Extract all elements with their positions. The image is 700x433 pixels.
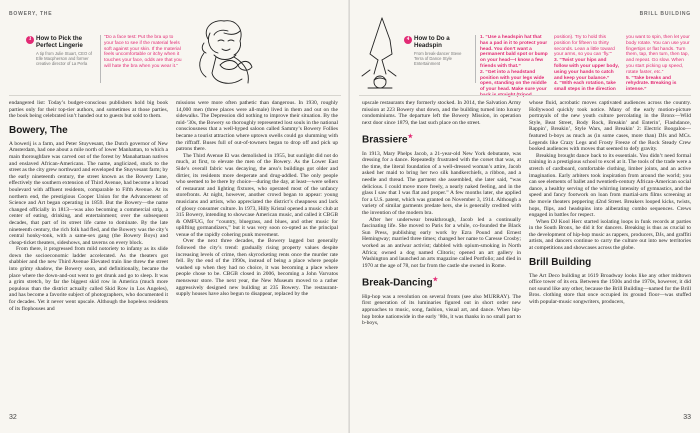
tip-quote: “Do a face test: Put the bra up to your face to see if the material feels soft against your skin. If the material feels uncomfortable or itchy when it touches your face, odds are that you will hate the bra when you wear it.” [104,35,182,69]
page-number-right: 33 [683,414,691,421]
body-column-2 [176,100,338,411]
paragraph: In 1913, Mary Phelps Jacob, a 21-year-old New York debutante, was dressing for a dance. Repeatedly frustrated with the corset that was, at the time, the literal foundation of a well-dressed woman’s attire, Jacob asked her maid to bring her two silk handkerchiefs, a ribbon, and a needle and thread. The garment she assembled, she later said, “was delicious. I could move more freely, a nearly naked feeling, and in the glass I saw that I was flat and proper.” A few months later, she applied for a U.S. patent, which was granted on November 3, 1914. Although a variety of similar garments predate hers, she is generally credited with the invention of the modern bra. [362,150,521,217]
page-number-left: 32 [9,414,17,421]
paragraph: Hip-hop was a revolution on several fronts (see also MURRAY). The first generation of its luminaries figured out in short order new approaches to music, song, fashion, visual art, and dance. When hip-hop broke nationwide in the early ’80s, it was thanks in no small part to b-boys, [362,293,521,327]
paragraph: whose fluid, acrobatic moves captivated audiences across the country. Hollywood quickly took notice. Many of the early motion-picture portrayals of the new youth culture percolating in the Bronx—Wild Style, Beat Street, Body Rock, Breakin’ and Enterin’, Flashdance, Rappin’, Breakin’, Style Wars, and Breakin’ 2: Electric Boogaloo—featured b-boys as much as (in some cases, more than) DJs and MCs. Legends like Crazy Legs and Frosty Freeze of the Rock Steady Crew booked audiences with moves that seemed to defy gravity. [529,100,691,153]
woman-with-bra-illustration [184,13,264,93]
tip-attribution: A tip from Julie Stuart, CEO of Elle Macpherson and former creative director of La Perla [36,51,92,67]
section-heading-text: Brassiere [362,134,408,146]
tip-step: 1. “Use a headspin hat that has a pad in it to protect your head. You don’t want a permanent bald spot or bump on your head—I know a few friends with that.” [480,35,548,69]
section-heading-text: Break-Dancing [362,277,433,289]
paragraph: upscale restaurants they formerly stocked. In 2014, the Salvation Army mission at 223 Bowery shut down, and the building turned into luxury condominiums. The departure left the Bowery Mission, in operation next door since 1879, the last such place on the street. [362,100,521,126]
paragraph: The Third Avenue El was demolished in 1955, but sunlight did not do much, at first, to elevate the men of the Bowery. As the Lower East Side’s overall fabric was decaying, the area’s buildings got older and dirtier, its residents more desperate and drug-addled. The only people who seemed to be there by choice—during the day, at least—were sellers of restaurant and lighting fixtures, who operated most of the unfancy storefronts. At night, however, another crowd began to appear: young musicians and artists, who appreciated the district’s cheapness and lack of glossy consumer culture. In 1973, Hilly Kristal opened a music club at 315 Bowery, intending to showcase American music, and called it CBGB & OMFUG, for “country, bluegrass, and blues, and other music for uplifting gormandizers,” but it was very soon co-opted as the principal venue of the rapidly cohering punk movement. [176,152,338,238]
paragraph: endangered list: Today’s budget-conscious publishers hold big book parties only for their top-tier authors, and sometimes at those parties, the book being celebrated isn’t handed out to guests but sold to them. [9,100,168,120]
tip-bottom-rule [359,95,691,96]
running-head-right: BRILL BUILDING [639,11,691,17]
tip-step: 3. “Twist your hips and follow with your upper body, using your hands to catch and keep your balance.” [554,58,619,81]
tip-number-badge: 3 [26,36,34,44]
paragraph: Breaking brought dance back to its essentials. You didn’t need formal training in a prestigious school to excel at it. The tools of the trade were a stretch of cardboard, comfortable clothing, limber joints, and an active imagination. Early arbiters took inspiration from around the world; you can see elements of ballet and twentieth-century African-American social dance, a healthy serving of the whirring intensity of gymnastics, and the speed and fancy footwork on loan from martial-arts films screening at the movie theaters peppering 42nd Street. Breakers looped kicks, twists, hops, flips, and headspins into aliberating combo sequences. Crews engaged in battles for respect. [529,152,691,219]
tip-bottom-rule [9,95,341,96]
paragraph: Over the next three decades, the Bowery lagged but generally followed the city’s trend: gradually rising property values despite increasing levels of crime, then skyrocketing rents once the murder rate fell. By the end of the 1990s, instead of being a place where people washed up when they had no choice, it was becoming a place where people chose to be. CBGB closed in 2006, becoming a John Varvatos menswear store. The next year, the New Museum moved to a rather aggressively designed new building at 235 Bowery. The restaurant-supply houses have also begun to disappear, replaced by the [176,238,338,298]
tip-divider [100,35,101,83]
tip-title: How to Do a Headspin [414,35,450,50]
section-heading-break-dancing [362,274,521,289]
paragraph: missions were more often pathetic than dangerous. In 1930, roughly 14,000 men (three places were all-male) lived in them and out on the sidewalks. The Depression did nothing to improve their situation. By the mid-’30s, the Bowery so thoroughly represented lost souls in the national consciousness that a well-hyped saloon called Sammy’s Bowery Follies became a tourist attraction where uptown swells could go slumming with the riffraff. Buses full of out-of-towners began to drop off and pick up patrons there. [176,100,338,153]
tip-steps-col-2 [554,35,620,93]
tip-step: 4. “With each rotation, take small steps in the direction [554,81,616,93]
running-head-left: BOWERY, THE [9,11,53,17]
tip-step: you want to spin, then let your body rotate. You can use your fingertips or flat hands. Turn them, tap, then turn, then tap, and repeat. Go slow. When you start picking up speed, rotate faster, etc.” [626,35,690,75]
section-heading-brassiere [362,131,521,146]
paragraph: A bowerij is a farm, and Peter Stuyvesant, the Dutch governor of New Amsterdam, had one about a mile north of lower Manhattan, to which a main thoroughfare was carved out of the forest by Manahattaan natives and enslaved African-Americans. The name, anglicized, stuck to the street as the city grew northward and enveloped the Stuyvesant farm; by the early nineteenth century, the street known as the Bowery Lane, effectively the southern extension of Third Avenue, had become a broad boulevard with affluent residents, comparable to Fifth Avenue. At its northern end, the prestigious Cooper Union for the Advancement of Science and Art began operating in 1859. But the Bowery—the name changed officially in 1813—was also becoming a commercial strip, a center of eating, drinking, and entertainment; over the subsequent decades, that part of its street life came to dominate. By the late nineteenth century, the rich folk had fled, and the Bowery was the city’s central honky-tonk, with a same-sex gang (the Bowery Boys) and cheap-ticket theaters, sideshows, and taverns on every block. [9,140,168,246]
body-column-1 [362,100,521,411]
section-heading-brill-building: Brill Building [529,256,592,268]
tip-steps-col-3 [626,35,692,93]
tip-number-badge: 4 [404,36,412,44]
body-column-2 [529,100,691,411]
paragraph: From there, it progressed from mild notoriety to infamy as its slide down the socioeconomic ladder accelerated. As the theaters got shabbier and the new Third Avenue Elevated train line threw the street into grimy shadow, the Bowery soon, and definitionally, became the place where the down-and-out went to get drunk and go to sleep. It was a grim stretch, by far the biggest skid row in America (much more populous than the district actually called Skid Row in Los Angeles), and has become a favorite subject of photographers, who documented it for decades. Yet it never went upscale. Although the hopeless residents of its flophouses and [9,246,168,312]
paragraph: The Art Deco building at 1619 Broadway looks like any other midtown office tower of its era. Between the 1930s and the 1970s, however, it did not sound like any other, because the Brill Building—named for the Brill Bros. clothing store that once occupied its ground floor—was stuffed with popular-music songwriters, producers, [529,272,691,306]
paragraph: After her underwear breakthrough, Jacob led a continually fascinating life. She moved to Paris for a while, co-founded the Black Sun Press, publishing early work by Ezra Pound and Ernest Hemingway; married three times; changed her name to Caresse Crosby; worked as an antiwar activist; dabbled with opium-smoking in North Africa; owned a dog named Clitoris; opened an art gallery in Washington and launched an arts magazine called Portfolio; and died in 1970 at the age of 78, not far from the castle she owned in Rome. [362,216,521,269]
right-page [350,0,700,433]
tip-step: 2. “Get into a headstand position with your legs wide open, standing on the middle of your head. Make sure your [480,69,547,93]
body-column-1 [9,100,168,411]
section-heading-bowery: Bowery, The [9,124,68,136]
tip-step: position). Try to hold this position for fifteen to thirty seconds. Lean a little toward your arms, so you can ‘fly.’” [554,35,615,58]
tip-steps-col-1 [480,35,548,99]
tip-attribution: From break-dancer Steve Terra of Dance Style Entertainment [414,51,462,67]
heading-star-icon: ★ [407,134,413,141]
paragraph: When DJ Kool Herc started isolating loops in funk records at parties in the South Bronx, he did it for dancers. Breaking is thus as crucial to the development of hip-hop music as rappers, producers, DJs, and graffiti artists, and dancers continue to carry the culture out into new territories at competitions and showcases across the globe. [529,218,691,252]
headspin-dancer-illustration [352,14,400,92]
heading-star-icon: ★ [432,277,438,284]
tip-title: How to Pick the Perfect Lingerie [36,35,83,50]
tip-step: 5. “Take breaks and rehydrate. Breaking is intense.” [626,75,677,93]
tip-divider [475,35,476,83]
